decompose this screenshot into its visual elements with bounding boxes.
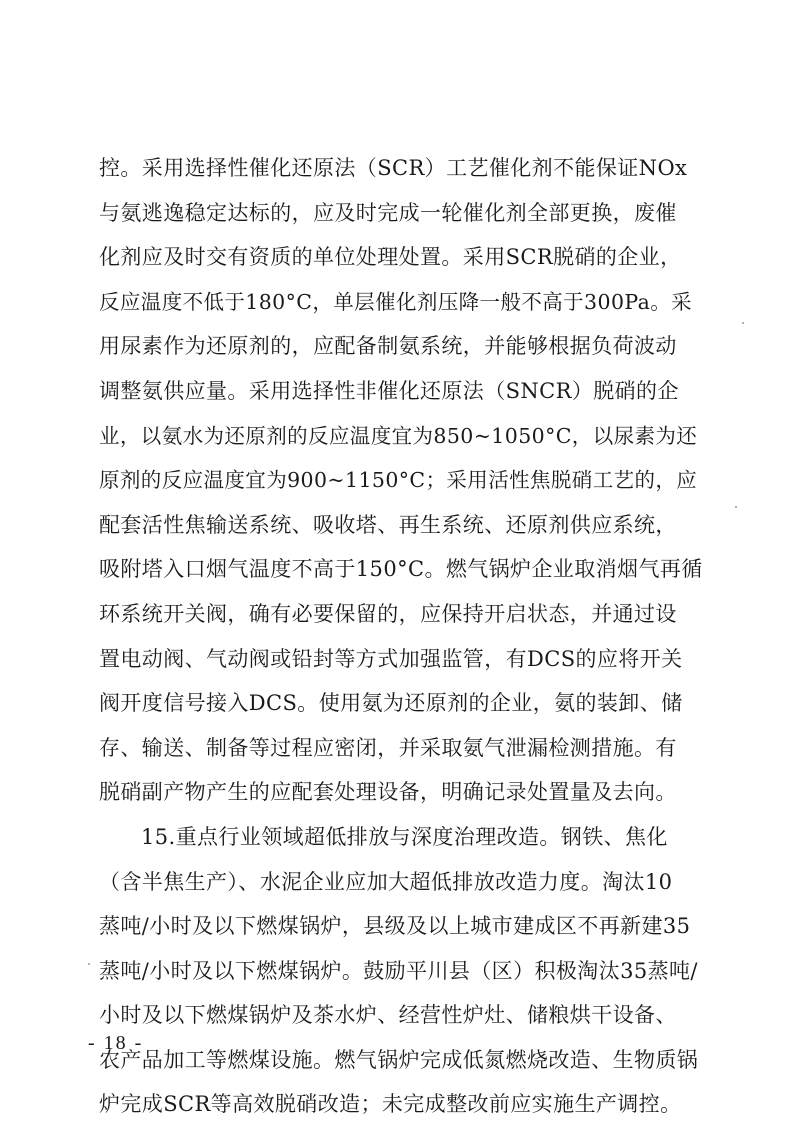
text-line: 脱硝副产物产生的应配套处理设备，明确记录处置量及去向。 <box>99 780 677 805</box>
text-line: 蒸吨/小时及以下燃煤锅炉，县级及以上城市建成区不再新建35 <box>99 914 691 939</box>
section-heading-line: 15.重点行业领域超低排放与深度治理改造。钢铁、焦化 <box>141 824 668 849</box>
text-line: 小时及以下燃煤锅炉及茶水炉、经营性炉灶、储粮烘干设备、 <box>99 1003 677 1028</box>
text-line: 用尿素作为还原剂的，应配备制氨系统，并能够根据负荷波动 <box>99 334 677 359</box>
text-line: 阀开度信号接入DCS。使用氨为还原剂的企业，氨的装卸、储 <box>99 691 683 716</box>
text-line: 置电动阀、气动阀或铅封等方式加强监管，有DCS的应将开关 <box>99 646 683 671</box>
text-line: 调整氨供应量。采用选择性非催化还原法（SNCR）脱硝的企 <box>99 378 679 403</box>
text-line: 存、输送、制备等过程应密闭，并采取氨气泄漏检测措施。有 <box>99 735 677 760</box>
text-line: 业，以氨水为还原剂的反应温度宜为850~1050°C，以尿素为还 <box>99 423 698 448</box>
body-text <box>99 146 704 1127</box>
text-line: 化剂应及时交有资质的单位处理处置。采用SCR脱硝的企业， <box>99 245 682 270</box>
text-line: 配套活性焦输送系统、吸收塔、再生系统、还原剂供应系统， <box>99 512 677 537</box>
text-line: 反应温度不低于180°C，单层催化剂压降一般不高于300Pa。采 <box>99 289 693 314</box>
page-number: - 18 - <box>88 1032 144 1054</box>
text-line: 与氨逃逸稳定达标的，应及时完成一轮催化剂全部更换，废催 <box>99 200 677 225</box>
text-line: 原剂的反应温度宜为900~1150°C；采用活性焦脱硝工艺的，应 <box>99 468 698 493</box>
text-line: 蒸吨/小时及以下燃煤锅炉。鼓励平川县（区）积极淘汰35蒸吨/ <box>99 958 698 983</box>
scan-speck <box>742 322 744 324</box>
text-line: 农产品加工等燃煤设施。燃气锅炉完成低氮燃烧改造、生物质锅 <box>99 1047 699 1072</box>
scan-speck <box>735 506 737 508</box>
text-line: （含半焦生产）、水泥企业应加大超低排放改造力度。淘汰10 <box>99 869 673 894</box>
text-line: 控。采用选择性催化还原法（SCR）工艺催化剂不能保证NOx <box>99 156 688 180</box>
text-line: 吸附塔入口烟气温度不高于150°C。燃气锅炉企业取消烟气再循 <box>99 557 703 582</box>
text-line: 环系统开关阀，确有必要保留的，应保持开启状态，并通过设 <box>99 601 677 626</box>
text-line: 炉完成SCR等高效脱硝改造；未完成整改前应实施生产调控。 <box>99 1092 682 1117</box>
scan-speck <box>88 963 90 965</box>
